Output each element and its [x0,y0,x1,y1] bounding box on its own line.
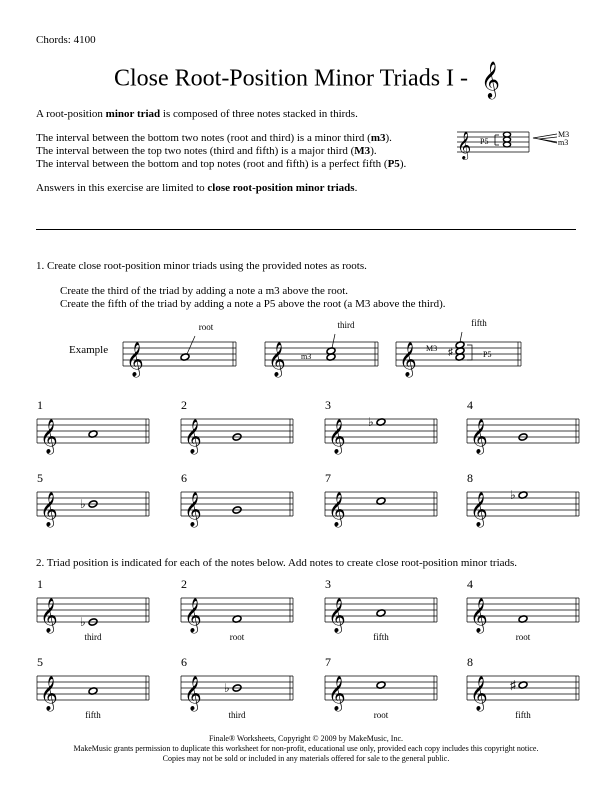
whole-note [510,488,528,502]
flat-icon: ♭ [368,415,374,429]
ex2-staff-4[interactable] [467,588,581,632]
example-staff-2[interactable] [265,332,380,376]
position-label: root [229,632,245,642]
treble-clef-icon: 𝄞 [184,493,202,526]
example-third-label: third [337,320,355,330]
section2-heading: 2. Triad position is indicated for each of the notes below. Add notes to create close root-position minor triads. [36,557,518,569]
treble-clef-icon: 𝄞 [126,343,144,376]
treble-clef-icon: 𝄞 [184,599,202,632]
whole-note [368,415,386,429]
ex1-staff-7[interactable] [325,482,439,526]
treble-clef-icon: 𝄞 [470,420,488,453]
diagram-chord-notes [503,132,510,147]
diagram-p5-label: P5 [480,137,489,146]
ex1-number: 5 [37,471,43,485]
minor-triad-diagram [455,122,580,162]
ex1-number: 6 [181,471,187,485]
footer-line-3: Copies may not be sold or included in any materials offered for sale to the general public. [162,754,450,763]
section1-instructions [60,285,446,311]
intro-line-5: Answers in this exercise are limited to close root-position minor triads. [36,182,358,194]
example-fifth-label: fifth [471,318,487,328]
instruction-1: Create the third of the triad by adding a note a m3 above the root. [60,285,349,297]
footer [0,734,612,764]
example-staff-3[interactable] [396,332,523,376]
diagram-M3-label: M3 [558,130,570,139]
ex1-staff-8[interactable] [467,482,581,526]
position-label: fifth [85,710,101,720]
ex2-staff-3[interactable] [325,588,439,632]
ex2-number: 2 [181,577,187,591]
position-label: third [228,710,246,720]
ex2-staff-7[interactable] [325,666,439,710]
treble-clef-icon: 𝄞 [399,343,417,376]
example-staff-1[interactable] [123,332,238,376]
treble-clef-icon: 𝄞 [470,599,488,632]
ex1-number: 2 [181,398,187,412]
position-label: fifth [373,632,389,642]
ex2-number: 6 [181,655,187,669]
flat-icon: ♭ [510,488,516,502]
treble-clef-icon: 𝄞 [268,343,286,376]
section1-heading: 1. Create close root-position minor triads using the provided notes as roots. [36,260,367,272]
flat-icon: ♭ [80,615,86,629]
footer-line-1: Finale® Worksheets, Copyright © 2009 by MakeMusic, Inc. [208,734,403,743]
position-label: fifth [515,710,531,720]
intro-line-4: The interval between the bottom and top notes (root and fifth) is a perfect fifth (P5). [36,158,407,170]
ex2-number: 3 [325,577,331,591]
example-label: Example [69,344,109,356]
intro-line-1: A root-position minor triad is composed of three notes stacked in thirds. [36,108,358,120]
ex2-number: 7 [325,655,331,669]
position-label: root [515,632,531,642]
treble-clef-icon: 𝄞 [184,677,202,710]
treble-clef-icon: 𝄞 [184,420,202,453]
ex2-number: 8 [467,655,473,669]
ex1-staff-5[interactable] [37,482,151,526]
flat-icon: ♭ [224,681,230,695]
treble-clef-icon: 𝄞 [328,677,346,710]
diagram-clef-icon: 𝄞 [457,133,472,159]
treble-clef-icon [480,62,498,98]
ex1-staff-6[interactable] [181,482,295,526]
ex1-number: 1 [37,398,43,412]
ex1-number: 8 [467,471,473,485]
treble-clef-icon: 𝄞 [328,420,346,453]
intro-text [36,108,456,195]
ex1-staff-2[interactable] [181,409,295,453]
treble-clef-icon: 𝄞 [328,599,346,632]
ex1-number: 3 [325,398,331,412]
ex2-staff-1[interactable] [37,588,151,632]
treble-clef-icon: 𝄞 [40,599,58,632]
title-text: Close Root-Position Minor Triads I - [113,65,469,92]
worksheet-code: Chords: 4100 [36,34,96,46]
example-M3-label: M3 [426,344,438,353]
treble-clef-icon: 𝄞 [40,420,58,453]
ex1-staff-1[interactable] [37,409,151,453]
ex2-staff-2[interactable] [181,588,295,632]
ex2-staff-8[interactable] [467,666,581,710]
ex1-staff-3[interactable] [325,409,439,453]
example-P5-label: P5 [483,350,492,359]
sharp-icon: ♯ [510,678,516,692]
intro-line-2: The interval between the bottom two notes (root and third) is a minor third (m3). [36,132,392,144]
example-root-label: root [198,322,214,332]
flat-icon: ♭ [80,497,86,511]
position-label: third [84,632,102,642]
ex2-number: 1 [37,577,43,591]
treble-clef-icon: 𝄞 [470,493,488,526]
example-m3-label: m3 [301,352,312,361]
ex1-number: 4 [467,398,473,412]
ex1-staff-4[interactable] [467,409,581,453]
svg-text:𝄞: 𝄞 [481,61,500,97]
treble-clef-icon: 𝄞 [40,677,58,710]
page-title [0,62,612,98]
whole-note [510,678,528,692]
ex2-number: 5 [37,655,43,669]
sharp-icon: ♯ [448,347,453,358]
position-label: root [373,710,389,720]
footer-line-2: MakeMusic grants permission to duplicate this worksheet for non-profit, educational use only, provided each copy includes this copyright notice. [73,744,539,753]
ex1-number: 7 [325,471,331,485]
ex2-staff-6[interactable] [181,666,295,710]
diagram-m3-label: m3 [558,138,569,147]
divider [36,229,576,230]
ex2-staff-5[interactable] [37,666,151,710]
instruction-2: Create the fifth of the triad by adding a note a P5 above the root (a M3 above the third). [60,298,446,310]
treble-clef-icon: 𝄞 [470,677,488,710]
treble-clef-icon: 𝄞 [40,493,58,526]
treble-clef-icon: 𝄞 [328,493,346,526]
ex2-number: 4 [467,577,473,591]
intro-line-3: The interval between the top two notes (third and fifth) is a major third (M3). [36,145,377,157]
